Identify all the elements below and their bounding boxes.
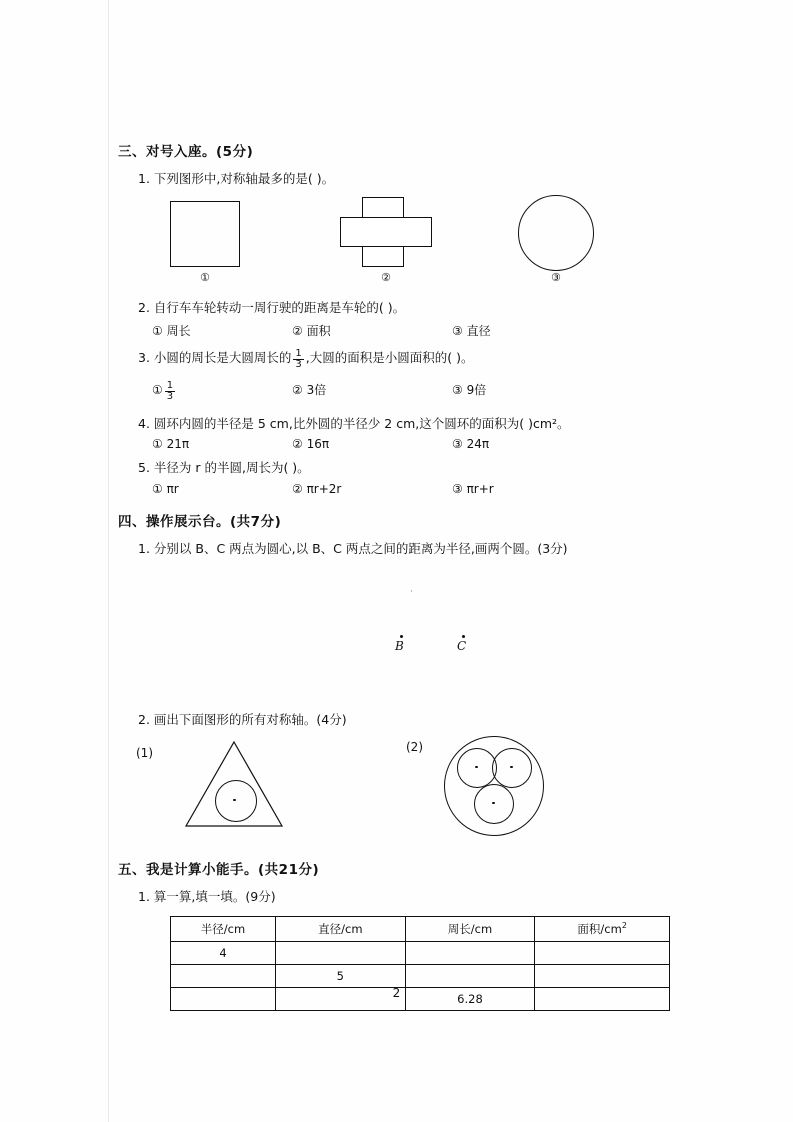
table-header-row [171,917,670,942]
option-3-4-1[interactable]: ① 21π [152,437,190,452]
question-3-5-options [118,482,688,496]
square-figure [170,201,240,267]
cell-r1-c2[interactable] [276,942,406,965]
question-3-2-options [118,322,688,339]
question-4-1-workspace[interactable] [118,565,688,695]
cell-r2-c4[interactable] [535,965,670,988]
section-heading-5: 五、我是计算小能手。(共21分) [118,861,320,878]
question-3-2: 2. 自行车车轮转动一周行驶的距离是车轮的( )。 [138,299,406,315]
question-4-1: 1. 分别以 B、C 两点为圆心,以 B、C 两点之间的距离为半径,画两个圆。(3分) [138,541,568,556]
option-3-3-1[interactable]: ① $\frac{1}{3}$ [152,379,174,402]
question-3-5: 5. 半径为 r 的半圆,周长为( )。 [138,460,310,476]
option-3-2-2[interactable]: ② 面积 [292,323,331,338]
cell-r2-c2[interactable]: 5 [276,965,406,988]
point-c-dot [462,635,465,638]
question-3-3 [118,349,688,371]
cell-r1-c3[interactable] [405,942,535,965]
question-4-2-figures [118,734,688,846]
option-3-2-3[interactable]: ③ 直径 [452,323,491,338]
question-3-3-options [118,381,688,403]
section-heading-4: 四、操作展示台。(共7分) [118,514,282,530]
question-3-1: 1. 下列图形中,对称轴最多的是( )。 [138,171,335,186]
page-number: 2 [392,986,401,1000]
question-3-4-options [118,437,688,451]
figure-label-1: ① [200,270,210,284]
figure-label-2: ② [381,270,391,284]
table-row [171,942,670,965]
question-3-1-figures [118,195,688,291]
cell-r3-c3[interactable]: 6.28 [405,988,535,1011]
option-3-3-2[interactable]: ② 3倍 [292,382,327,397]
table-header-circumference: 周长/cm [405,917,535,942]
table-header-diameter: 直径/cm [276,917,406,942]
option-3-4-3[interactable]: ③ 24π [452,437,490,452]
question-3-3-text-after: ,大圆的面积是小圆面积的( )。 [305,349,474,365]
incircle-shape [215,780,257,822]
cell-r2-c3[interactable] [405,965,535,988]
inner-circle-2-center [510,766,513,769]
inner-circle-3-center [492,802,495,805]
table-header-radius: 半径/cm [171,917,276,942]
circle-figure [518,195,594,271]
cell-r2-c1[interactable] [171,965,276,988]
figure-label-3: ③ [551,270,561,284]
cell-r1-c4[interactable] [535,942,670,965]
point-b-dot [400,635,403,638]
question-3-3-text-before: 3. 小圆的周长是大圆周长的 [138,349,292,365]
option-3-5-1[interactable]: ① πr [152,482,179,496]
figure-label-2-paren: (2) [406,739,423,754]
option-3-5-2[interactable]: ② πr+2r [292,482,342,496]
page-content [118,140,688,1011]
fraction-one-third: $\frac{1}{3}$ [295,347,302,370]
section-heading-3: 三、对号入座。(5分) [118,144,254,160]
question-5-1: 1. 算一算,填一填。(9分) [138,888,276,904]
option-3-2-1[interactable]: ① 周长 [152,323,191,338]
option-3-4-2[interactable]: ② 16π [292,437,330,452]
point-c-label: C [457,638,467,653]
option-3-3-3[interactable]: ③ 9倍 [452,382,487,397]
table-header-area: 面积$/cm^2$ [535,917,670,942]
table-row [171,965,670,988]
question-3-4: 4. 圆环内圆的半径是 5 cm,比外圆的半径少 2 cm,这个圆环的面积为( )cm²。 [138,415,570,431]
page-margin-line [108,0,109,1122]
incircle-center-dot [233,799,236,802]
question-4-2: 2. 画出下面图形的所有对称轴。(4分) [138,711,347,727]
figure-label-1-paren: (1) [136,745,153,760]
option-3-5-3[interactable]: ③ πr+r [452,482,494,496]
scan-speck: · [410,586,413,597]
cross-figure [340,197,432,269]
triangle-with-incircle [182,738,286,830]
inner-circle-1-center [475,766,478,769]
point-b-label: B [395,638,404,653]
cell-r1-c1[interactable]: 4 [171,942,276,965]
